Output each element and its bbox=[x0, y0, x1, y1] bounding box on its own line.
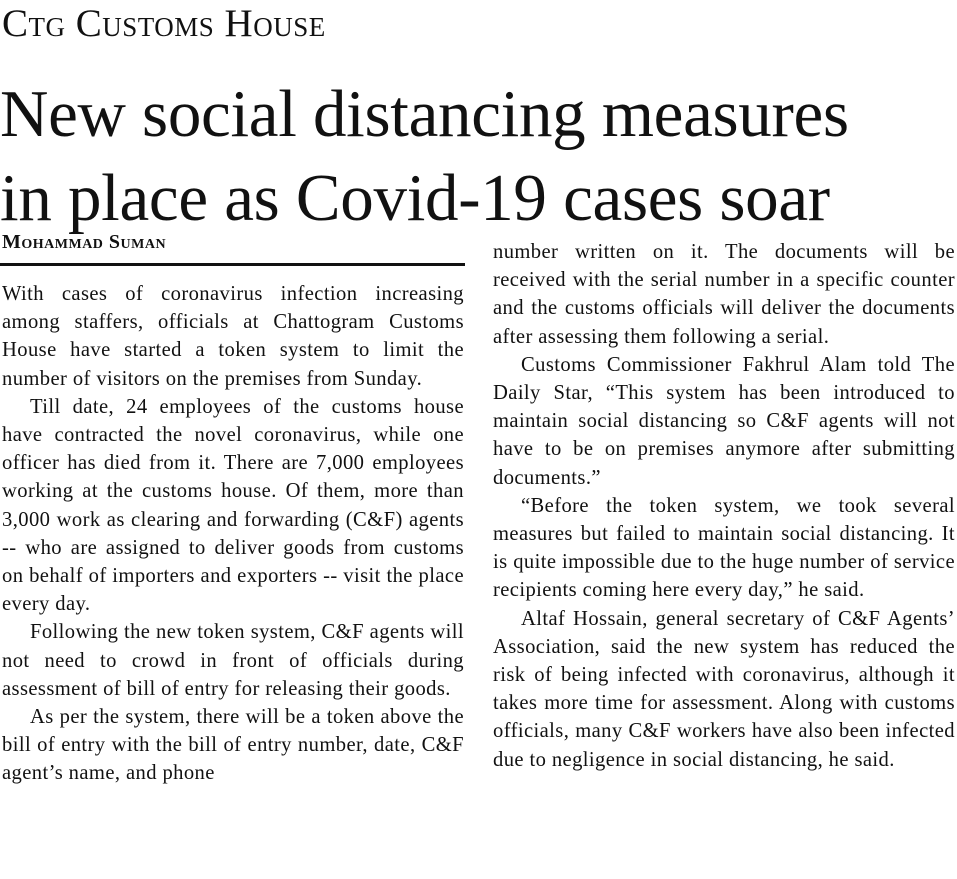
article-column-left bbox=[2, 280, 464, 788]
paragraph: Following the new token system, C&F agents will not need to crowd in front of officials during assessment of bill of entry for releasing their goods. bbox=[2, 621, 464, 700]
paragraph: “Before the token system, we took several measures but failed to maintain social distancing. It is quite impossible due to the huge number of service recipients coming here every day,” he said. bbox=[493, 494, 955, 602]
article-column-right bbox=[493, 238, 955, 774]
paragraph: number written on it. The documents will be received with the serial number in a specific counter and the customs officials will deliver the documents after assessing them following a serial. bbox=[493, 241, 955, 348]
paragraph: With cases of coronavirus infection increasing among staffers, officials at Chattogram Customs House have started a token system to limit the number of visitors on the premises from Sunday. bbox=[2, 283, 464, 390]
byline: Mohammad Suman bbox=[2, 231, 167, 253]
paragraph: As per the system, there will be a token above the bill of entry with the bill of entry number, date, C&F agent’s name, and phone bbox=[2, 706, 464, 785]
paragraph: Till date, 24 employees of the customs house have contracted the novel coronavirus, while one officer has died from it. There are 7,000 employees working at the customs house. Of them, more than 3,000 work as clearing and forwarding (C&F) agents -- who are assigned to deliver goods from customs on behalf of importers and exporters -- visit the place every day. bbox=[2, 395, 464, 616]
section-kicker: Ctg Customs House bbox=[2, 2, 326, 45]
byline-divider bbox=[0, 263, 465, 266]
paragraph: Altaf Hossain, general secretary of C&F Agents’ Association, said the new system has reduced the risk of being infected with coronavirus, although it takes more time for assessment. Along with customs officials, many C&F workers have also been infected due to negligence in social distancing, he said. bbox=[493, 607, 955, 771]
article-headline bbox=[0, 72, 957, 240]
paragraph: Customs Commissioner Fakhrul Alam told The Daily Star, “This system has been introduced to maintain social distancing so C&F agents will not have to be on premises anymore after submitting documents.” bbox=[493, 353, 955, 489]
headline-line-1: New social distancing measures bbox=[0, 77, 849, 151]
headline-line-2: in place as Covid-19 cases soar bbox=[0, 161, 830, 235]
